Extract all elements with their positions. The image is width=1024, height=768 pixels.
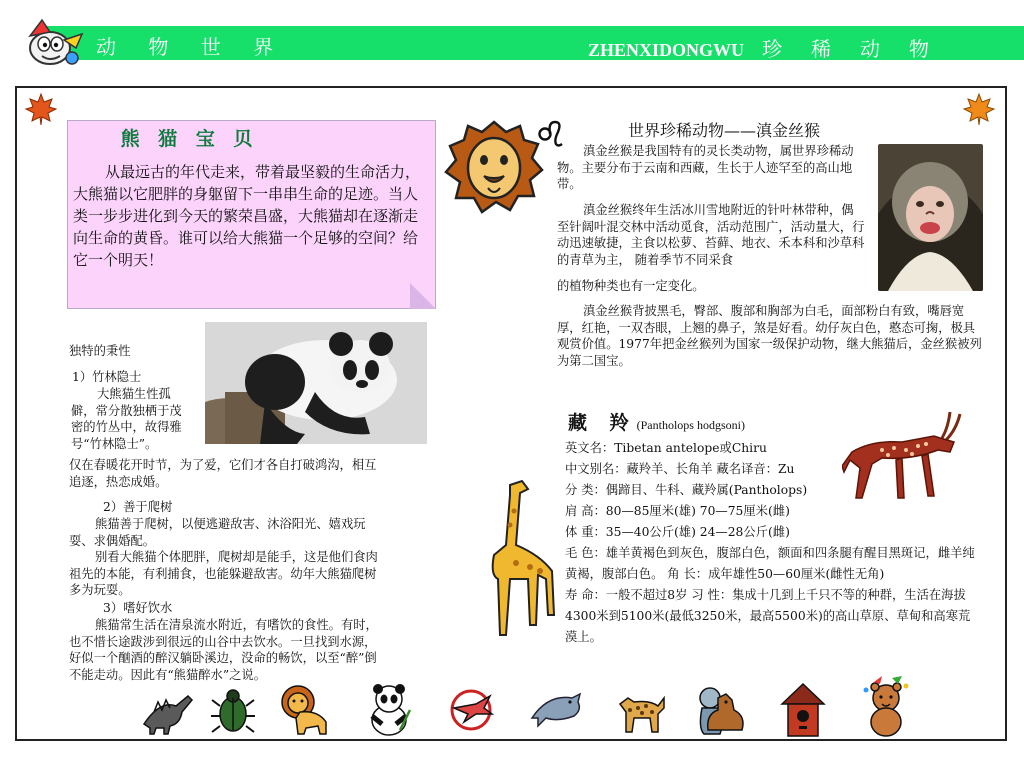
birdhouse-icon: [780, 682, 826, 740]
trait-1-title: 1）竹林隐士: [72, 370, 142, 384]
panda-card-title: 熊 猫 宝 贝: [120, 128, 259, 150]
leopard-icon: [612, 686, 666, 734]
maple-leaf-icon: [962, 92, 996, 126]
cartoon-face-icon: [20, 14, 90, 70]
antelope-title: [568, 408, 745, 435]
panda-card-body: 从最远古的年代走来，带着最坚毅的生命活力，大熊猫以它肥胖的身躯留下一串串生命的足迹。当人类一步步进化到今天的繁荣昌盛，大熊猫却在逐渐走向生命的黄昏。谁可以给大熊猫一个足够的空间？给它一个明天！: [73, 163, 421, 269]
maple-leaf-icon: [24, 92, 58, 126]
antelope-fact: 体 重：35—40公斤(雄) 24—28公斤(雌): [565, 525, 790, 539]
lion-face-icon: [444, 118, 544, 214]
lion-icon: [278, 682, 334, 738]
monkey-title: 世界珍稀动物——滇金丝猴: [628, 121, 821, 140]
teddy-bear-icon: [858, 676, 914, 738]
golden-monkey-photo: [878, 144, 983, 291]
header-latin: ZHENXIDONGWU: [588, 40, 745, 60]
antelope-latin-name: (Pantholops hodgsoni): [636, 418, 745, 432]
antelope-fact: 肩 高：80—85厘米(雄) 70—75厘米(雌): [565, 504, 790, 518]
monkey-paragraph-3: [557, 303, 982, 369]
panda-icon: [364, 682, 414, 736]
dinosaur-icon: [140, 686, 194, 736]
antelope-fact: 中文别名：藏羚羊、长角羊 藏名译音：Zu: [565, 462, 795, 476]
dog-icon: [702, 690, 748, 734]
trait-1-tail: 仅在春暖花开时节，为了爱，它们才各自打破鸿沟，相互追逐，热恋成婚。: [69, 458, 377, 489]
panda-photo: [205, 322, 427, 444]
dolphin-icon: [528, 688, 584, 732]
beetle-icon: [210, 684, 256, 736]
trait-2-title: 2）善于爬树: [103, 500, 173, 514]
giraffe-icon: [470, 475, 570, 655]
monkey-paragraph: 滇金丝猴是我国特有的灵长类动物，属世界珍稀动物。主要分布于云南和西藏，生长于人迹罕至的高山地带。: [557, 144, 854, 191]
trait-2-paragraph: 熊猫善于爬树，以便逃避敌害、沐浴阳光、嬉戏玩耍、求偶婚配。: [69, 517, 366, 548]
trait-3-title: 3）嗜好饮水: [103, 601, 173, 615]
trait-3-paragraph: 熊猫常生活在清泉流水附近，有嗜饮的食性。有时，也不惜长途跋涉到很远的山谷中去饮水。一旦找到水源，好似一个酗酒的醉汉躺卧溪边，没命的畅饮，以至“醉”倒不能走动。因此有“熊猫醉水”之说。: [69, 618, 378, 682]
antelope-name: 藏 羚: [568, 412, 637, 434]
trait-3-body: [69, 617, 384, 683]
trait-2-body: [69, 516, 384, 599]
antelope-fact: 寿 命：一般不超过8岁 习 性：集成十几到上千只不等的种群，生活在海拔4300米到5100米(最低3250米，最高5500米)的高山草原、草甸和高寒荒漠上。: [565, 588, 971, 644]
trait-2-paragraph: 别看大熊猫个体肥胖，爬树却是能手，这是他们食肉祖先的本能，有利捕食，也能躲避敌害。幼年大熊猫爬树多为玩耍。: [69, 550, 378, 597]
antelope-fact: 分 类：偶蹄目、牛科、藏羚属(Pantholops): [565, 483, 808, 497]
antelope-icon: [842, 408, 972, 503]
antelope-fact: 英文名：Tibetan antelope或Chiru: [565, 441, 767, 455]
monkey-paragraph-2: [557, 202, 865, 270]
antelope-fact: 毛 色：雄羊黄褐色到灰色，腹部白色，额面和四条腿有醒目黑斑记，雌羊纯黄褐，腹部白色。 角 长：成年雄性50—60厘米(雌性无角): [565, 546, 975, 581]
monkey-paragraph: 滇金丝猴背披黑毛，臀部、腹部和胸部为白毛，面部粉白有致，嘴唇宽厚，红艳，一双杏眼，上翘的鼻子，煞是好看。幼仔灰白色，憨态可掬，极具观赏价值。1977年把金丝猴列为国家一级保护动物，继大熊猫后，金丝猴被列为第二国宝。: [557, 304, 982, 368]
monkey-paragraph-2-end: 的植物种类也有一定变化。: [557, 279, 705, 293]
header-chinese-title: 珍 稀 动 物: [762, 39, 942, 61]
monkey-paragraph: 滇金丝猴终年生活冰川雪地附近的针叶林带种，偶至针阔叶混交林中活动觅食，活动范围广，活动量大，行动迅速敏捷，主食以松萝、苔藓、地衣、禾本科和沙草科的青草为主， 随着季节不同采食: [557, 203, 865, 267]
header-title-left: 动 物 世 界: [96, 35, 287, 59]
trait-1-body: 大熊猫生性孤僻，常分散独栖于茂密的竹丛中，故得雅号“竹林隐士”。: [71, 387, 182, 451]
header-title-right: [588, 33, 941, 62]
bird-icon: [446, 688, 496, 732]
monkey-paragraph-1: [557, 143, 865, 193]
traits-title: 独特的秉性: [69, 344, 131, 358]
